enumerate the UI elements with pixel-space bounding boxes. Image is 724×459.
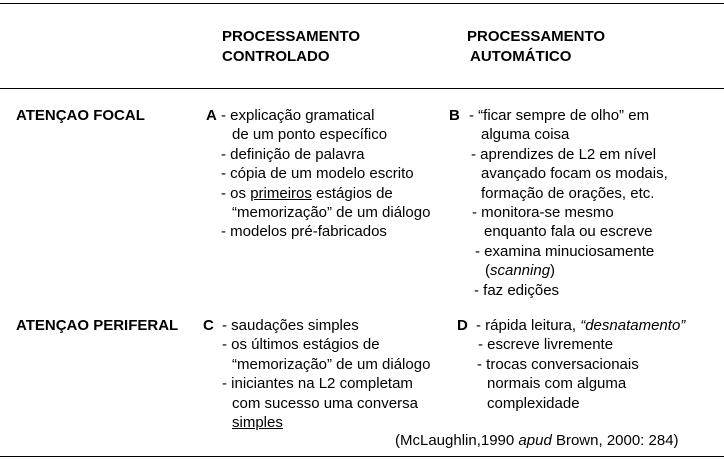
top-rule — [0, 3, 724, 4]
header-rule — [0, 88, 724, 89]
bottom-rule — [0, 456, 724, 457]
cell-line: - aprendizes de L2 em nível — [471, 145, 657, 163]
cell-line: “memorização” de um diálogo — [232, 355, 431, 373]
citation-pre: (McLaughlin,1990 — [395, 432, 519, 449]
cell-line: - cópia de um modelo escrito — [221, 165, 414, 183]
cell-line — [485, 261, 555, 280]
cell-line: - explicação gramatical — [221, 107, 375, 124]
line-text: ) — [550, 262, 556, 280]
cell-line: - monitora-se mesmo — [472, 204, 614, 221]
cell-letter-d: D — [457, 317, 468, 334]
cell-line: de um ponto específico — [232, 126, 388, 144]
cell-line: normais com alguma — [487, 375, 627, 393]
line-text: - rápida leitura, — [476, 317, 581, 334]
cell-line: - “ficar sempre de olho” em — [469, 107, 650, 124]
row-label-peripheral: ATENÇAO PERIFERAL — [16, 317, 179, 334]
cell-line: formação de orações, etc. — [481, 184, 655, 202]
cell-line: - trocas conversacionais — [477, 355, 639, 373]
cell-letter-c: C — [203, 317, 214, 334]
cell-line: alguma coisa — [481, 126, 570, 144]
citation-post: Brown, 2000: 284) — [551, 432, 679, 449]
header-controlled-line: PROCESSAMENTO — [222, 28, 361, 45]
cell-line: - modelos pré-fabricados — [221, 223, 387, 241]
cell-line: - iniciantes na L2 completam — [222, 375, 413, 393]
line-text: - os — [221, 184, 251, 202]
underlined-text: primeiros — [250, 184, 312, 202]
header-automatic — [467, 27, 605, 67]
cell-line: - os últimos estágios de — [222, 336, 380, 354]
cell-line: avançado focam os modais, — [481, 165, 668, 183]
cell-line: complexidade — [487, 394, 580, 412]
underlined-text: simples — [232, 414, 283, 431]
cell-line — [232, 413, 283, 432]
cell-line: “memorização” de um diálogo — [232, 204, 431, 221]
header-automatic-line: AUTOMÁTICO — [470, 48, 572, 65]
citation — [395, 431, 679, 450]
header-controlled-line: CONTROLADO — [222, 48, 330, 65]
line-text: estágios de — [311, 184, 393, 202]
cell-line: - definição de palavra — [221, 145, 365, 163]
header-automatic-line: PROCESSAMENTO — [467, 28, 606, 45]
cell-letter-a: A — [206, 107, 217, 124]
cell-line: com sucesso uma conversa — [232, 394, 418, 412]
cell-line — [476, 316, 685, 335]
citation-apud: apud — [518, 432, 552, 449]
italic-text: “desnatamento” — [580, 317, 686, 334]
header-controlled — [222, 27, 360, 67]
cell-line: - saudações simples — [222, 317, 359, 334]
cell-line — [221, 184, 393, 203]
cell-line: enquanto fala ou escreve — [484, 223, 653, 241]
cell-line: - faz edições — [474, 281, 560, 299]
italic-text: scanning — [490, 262, 551, 280]
line-text: ( — [485, 262, 490, 280]
cell-letter-b: B — [449, 107, 460, 124]
row-label-focal: ATENÇAO FOCAL — [16, 107, 145, 124]
cell-line: - examina minuciosamente — [475, 242, 655, 260]
cell-line: - escreve livremente — [478, 336, 614, 354]
